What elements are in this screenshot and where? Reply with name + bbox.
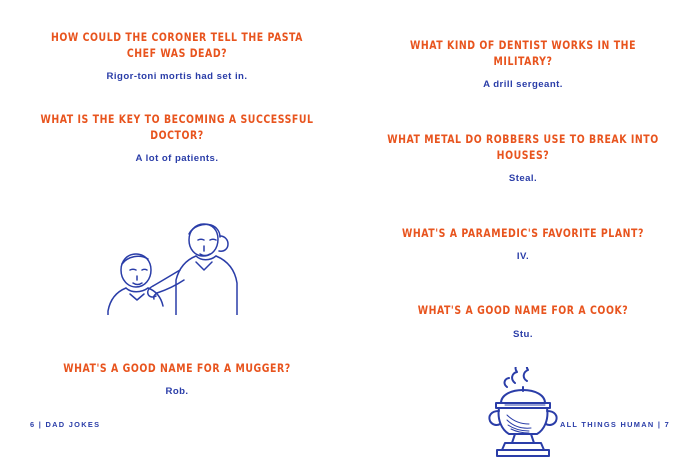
joke-item xyxy=(376,226,670,264)
joke-answer: Steal. xyxy=(508,173,538,185)
joke-question: HOW COULD THE CORONER TELL THE PASTA CHEF WAS DEAD? xyxy=(50,31,303,61)
joke-answer: A drill sergeant. xyxy=(483,79,563,91)
joke-answer: A lot of patients. xyxy=(135,153,219,165)
joke-item xyxy=(376,38,670,92)
joke-question: WHAT'S A GOOD NAME FOR A COOK? xyxy=(417,304,629,318)
joke-item xyxy=(376,303,670,341)
joke-question: WHAT KIND OF DENTIST WORKS IN THE MILITARY? xyxy=(409,39,637,69)
joke-item xyxy=(30,30,324,84)
joke-question: WHAT IS THE KEY TO BECOMING A SUCCESSFUL DOCTOR? xyxy=(40,112,314,143)
joke-answer: Rigor-toni mortis had set in. xyxy=(106,71,248,83)
joke-answer: Stu. xyxy=(513,328,533,340)
page-folio-left: 6 | DAD JOKES xyxy=(30,420,101,429)
joke-answer: IV. xyxy=(516,251,530,263)
steaming-soup-tureen-illustration xyxy=(376,367,670,463)
joke-answer: Rob. xyxy=(165,386,189,398)
joke-item xyxy=(30,112,324,166)
doctor-examining-patient-illustration xyxy=(30,210,324,315)
joke-item xyxy=(376,132,670,186)
left-page xyxy=(0,0,350,451)
page-folio-right: ALL THINGS HUMAN | 7 xyxy=(559,420,670,429)
joke-question: WHAT'S A GOOD NAME FOR A MUGGER? xyxy=(63,361,291,375)
right-page xyxy=(350,0,700,451)
joke-question: WHAT'S A PARAMEDIC'S FAVORITE PLANT? xyxy=(402,226,644,240)
joke-item xyxy=(30,361,324,399)
joke-question: WHAT METAL DO ROBBERS USE TO BREAK INTO HOUSES? xyxy=(387,132,659,163)
